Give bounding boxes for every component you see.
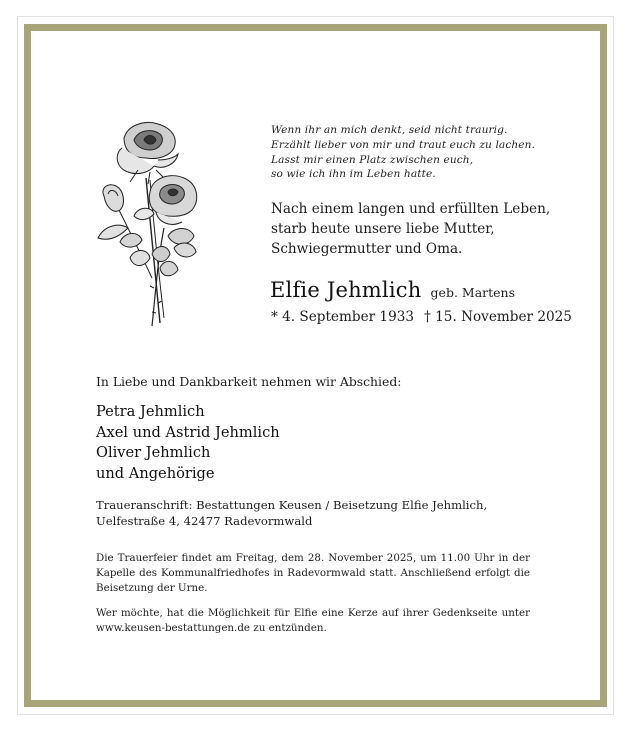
mourner: Petra Jehmlich <box>96 403 205 420</box>
death-date: † 15. November 2025 <box>424 309 572 325</box>
poem-line: Erzählt lieber von mir und traut euch zu lachen. <box>271 138 536 151</box>
birth-date: * 4. September 1933 <box>271 309 415 325</box>
mourning-address <box>96 498 487 529</box>
mourner: Oliver Jehmlich <box>96 444 211 462</box>
intro-text <box>271 200 550 259</box>
address-line: Traueranschrift: Bestattungen Keusen / Beisetzung Elfie Jehmlich, <box>96 498 488 512</box>
mourners-list <box>96 402 280 484</box>
poem-line: Wenn ihr an mich denkt, seid nicht traurig. <box>271 124 508 136</box>
mourner: und Angehörige <box>96 464 215 482</box>
intro-line: Schwiegermutter und Oma. <box>271 240 463 257</box>
poem <box>271 123 535 182</box>
intro-line: starb heute unsere liebe Mutter, <box>271 220 495 237</box>
address-line: Uelfestraße 4, 42477 Radevormwald <box>96 513 313 528</box>
poem-line: so wie ich ihn im Leben hatte. <box>271 168 436 181</box>
life-dates <box>271 309 572 325</box>
candle-info: Wer möchte, hat die Möglichkeit für Elfie eine Kerze auf ihrer Gedenkseite unter www.keusen-bestattungen.de zu entzünden. <box>96 607 530 635</box>
intro-line: Nach einem langen und erfüllten Leben, <box>271 201 551 217</box>
rose-bouquet-icon <box>94 118 204 330</box>
mourner: Axel und Astrid Jehmlich <box>96 423 280 441</box>
poem-line: Lasst mir einen Platz zwischen euch, <box>271 153 474 166</box>
deceased-name: Elfie Jehmlich <box>270 278 422 302</box>
maiden-name: geb. Martens <box>430 285 516 300</box>
deceased-name-line <box>270 278 515 302</box>
funeral-info: Die Trauerfeier findet am Freitag, dem 28. November 2025, um 11.00 Uhr in der Kapelle des Kommunalfriedhofes in Radevormwald statt. Anschließend erfolgt die Beisetzung der Urne. <box>96 552 530 595</box>
farewell-line: In Liebe und Dankbarkeit nehmen wir Abschied: <box>96 374 402 389</box>
